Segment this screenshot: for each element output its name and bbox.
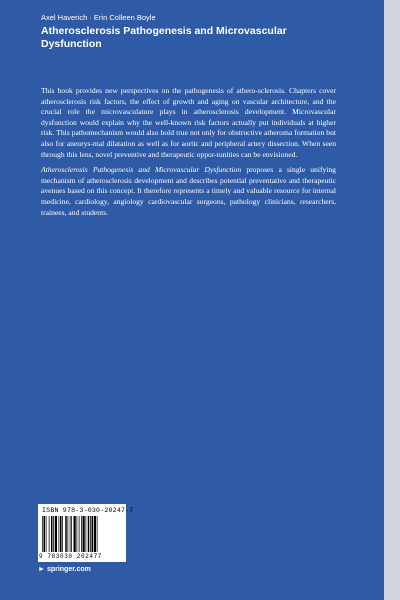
barcode-graphic (42, 516, 122, 552)
barcode-bar (94, 516, 96, 552)
blurb-paragraph-2-text: proposes a single unifying mechanism of atherosclerosis development and describes potential preventative and therapeutic avenues based on this concept. It therefore represents a timely and valuable resource for internal medicine, cardiology, angiology cardiovascular surgeons, pathology clinicians, researchers, trainees, and students. (41, 165, 336, 217)
barcode-bar (62, 516, 63, 552)
barcode-bar (51, 516, 53, 552)
blurb-paragraph-2 (41, 165, 336, 218)
isbn-label: ISBN 978-3-030-20247-7 (42, 507, 134, 514)
barcode-bar (55, 516, 57, 552)
publisher-url: springer.com (46, 566, 91, 573)
barcode-bar (74, 516, 76, 552)
barcode-bar (92, 516, 94, 552)
barcode-bar (65, 516, 67, 552)
barcode-bar (83, 516, 85, 552)
barcode-bar (49, 516, 50, 552)
spine-edge (384, 0, 400, 600)
barcode-digits: 9 783030 202477 (39, 553, 103, 560)
barcode-bar (42, 516, 43, 552)
barcode-bar (44, 516, 46, 552)
arrow-right-icon: ► (38, 566, 45, 573)
barcode-bar (46, 516, 47, 552)
barcode-bar (90, 516, 91, 552)
blurb-paragraph-1: This book provides new perspectives on the pathogenesis of athero-sclerosis. Chapters cover atherosclerosis risk factors, the effect of growth and aging on vascular architecture, and the crucial role the microvasculature plays in atherosclerosis development. Microvascular dysfunction would explain why the well-known risk factors actually put individuals at higher risk. This pathomechanism would also hold true not only for obstructive atheroma formation but also for aneurys-mal dilatation as well as for aortic and peripheral artery dissection. When seen through this lens, novel preventive and therapeutic oppor-tunities can be envisioned. (41, 86, 336, 159)
barcode-bar (68, 516, 69, 552)
blurb-text (41, 86, 336, 223)
barcode-bar (81, 516, 82, 552)
barcode-bar (53, 516, 54, 552)
barcode-bar (97, 516, 98, 552)
barcode-bar (60, 516, 62, 552)
isbn-barcode-box (38, 504, 134, 562)
barcode-bar (86, 516, 87, 552)
publisher-link[interactable] (38, 566, 91, 573)
barcode-bar (71, 516, 72, 552)
author-names: Axel Haverich · Erin Colleen Boyle (41, 13, 156, 22)
book-title: Atherosclerosis Pathogenesis and Microvascular Dysfunction (41, 25, 287, 50)
blurb-title-italic: Atherosclerosis Pathogenesis and Microvascular Dysfunction (41, 165, 242, 175)
barcode-bar (88, 516, 90, 552)
barcode-bar (77, 516, 78, 552)
barcode-bar (79, 516, 80, 552)
barcode-bar (59, 516, 60, 552)
barcode-bar (70, 516, 71, 552)
